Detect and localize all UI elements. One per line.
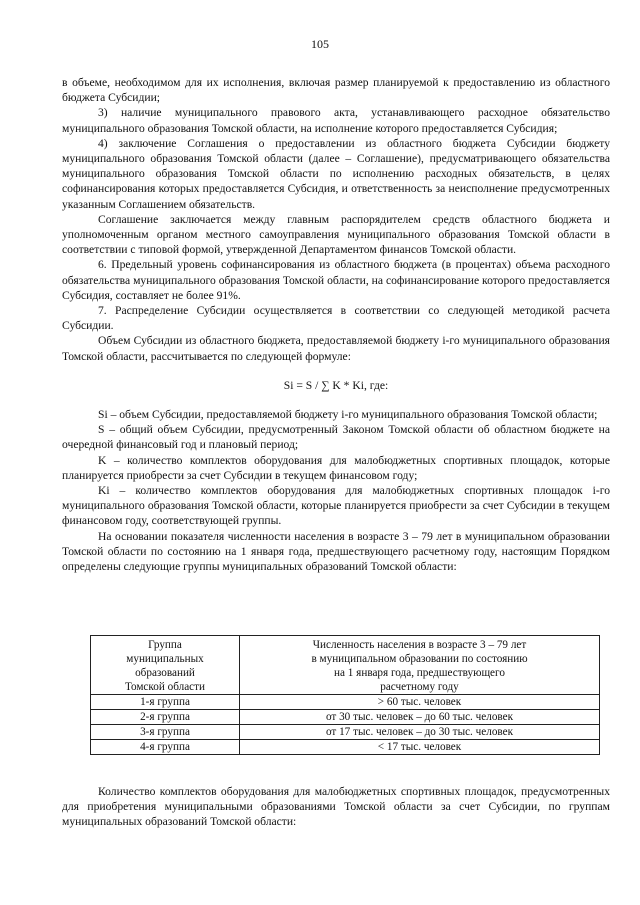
header-population: Численность населения в возрасте 3 – 79 лет в муниципальном образовании по состоянию на 1 января года, предшествующего расчетному году <box>240 636 600 695</box>
population-cell: < 17 тыс. человек <box>240 740 600 755</box>
group-cell: 2-я группа <box>91 710 240 725</box>
group-cell: 4-я группа <box>91 740 240 755</box>
page-number: 105 <box>311 37 329 51</box>
paragraph: На основании показателя численности населения в возрасте 3 – 79 лет в муниципальном образовании Томской области по состоянию на 1 января года, предшествующего расчетному году, настоящим Порядком определены следующие группы муниципальных образований Томской области: <box>62 529 610 574</box>
table-row <box>91 740 600 755</box>
table-row <box>91 710 600 725</box>
table-row <box>91 695 600 710</box>
definition: Ki – количество комплектов оборудования для малобюджетных спортивных площадок i-го муниципального образования Томской области, которые планируется приобрести за счет Субсидии в текущем финансовом году, соответствующей группы. <box>62 484 610 528</box>
paragraph: 4) заключение Соглашения о предоставлении из областного бюджета Субсидии бюджету муниципального образования Томской области (далее – Соглашение), предусматривающего обязательства муниципального образования Томской области по исполнению расходных обязательств, в целях софинансирования которых предоставляется Субсидия, и ответственность за неисполнение предусмотренных указанным Соглашением обязательств. <box>62 136 610 211</box>
definition: K – количество комплектов оборудования для малобюджетных спортивных площадок, которые планируется приобрести за счет Субсидии в текущем финансовом году; <box>62 453 610 482</box>
paragraph: в объеме, необходимом для их исполнения, включая размер планируемой к предоставлению из областного бюджета Субсидии; <box>62 76 610 105</box>
paragraph: Количество комплектов оборудования для малобюджетных спортивных площадок, предусмотренных для приобретения муниципальными образованиями Томской области за счет Субсидии, по группам муниципальных образований Томской области: <box>62 785 610 829</box>
definition: S – общий объем Субсидии, предусмотренный Законом Томской области об областном бюджете на очередной финансовый год и плановый период; <box>62 423 610 452</box>
group-cell: 1-я группа <box>91 695 240 710</box>
paragraph: Соглашение заключается между главным распорядителем средств областного бюджета и уполномоченным органом местного самоуправления муниципального образования Томской области в соответствии с типовой формой, утвержденной Департаментом финансов Томской области. <box>62 212 610 257</box>
definition: Si – объем Субсидии, предоставляемой бюджету i-го муниципального образования Томской области; <box>98 408 598 422</box>
population-cell: от 17 тыс. человек – до 30 тыс. человек <box>240 725 600 740</box>
population-cell: от 30 тыс. человек – до 60 тыс. человек <box>240 710 600 725</box>
paragraph: 3) наличие муниципального правового акта, устанавливающего расходное обязательство муниципального образования Томской области, на исполнение которого предоставляется Субсидия; <box>62 106 610 135</box>
document-body <box>62 75 610 574</box>
table-row <box>91 725 600 740</box>
header-group: Группа муниципальных образований Томской области <box>91 636 240 695</box>
paragraph: 6. Предельный уровень софинансирования из областного бюджета (в процентах) объема расходного обязательства муниципального образования Томской области, на софинансирование которого предоставляется Субсидия, составляет не более 91%. <box>62 258 610 302</box>
formula: Si = S / ∑ K * Ki, где: <box>283 378 389 392</box>
table-header-row <box>91 636 600 695</box>
group-cell: 3-я группа <box>91 725 240 740</box>
population-cell: > 60 тыс. человек <box>240 695 600 710</box>
paragraph: Объем Субсидии из областного бюджета, предоставляемой бюджету i-го муниципального образования Томской области, рассчитывается по следующей формуле: <box>62 334 610 363</box>
closing-section <box>62 784 610 830</box>
groups-table <box>90 635 600 755</box>
paragraph: 7. Распределение Субсидии осуществляется в соответствии со следующей методикой расчета Субсидии. <box>62 304 610 333</box>
